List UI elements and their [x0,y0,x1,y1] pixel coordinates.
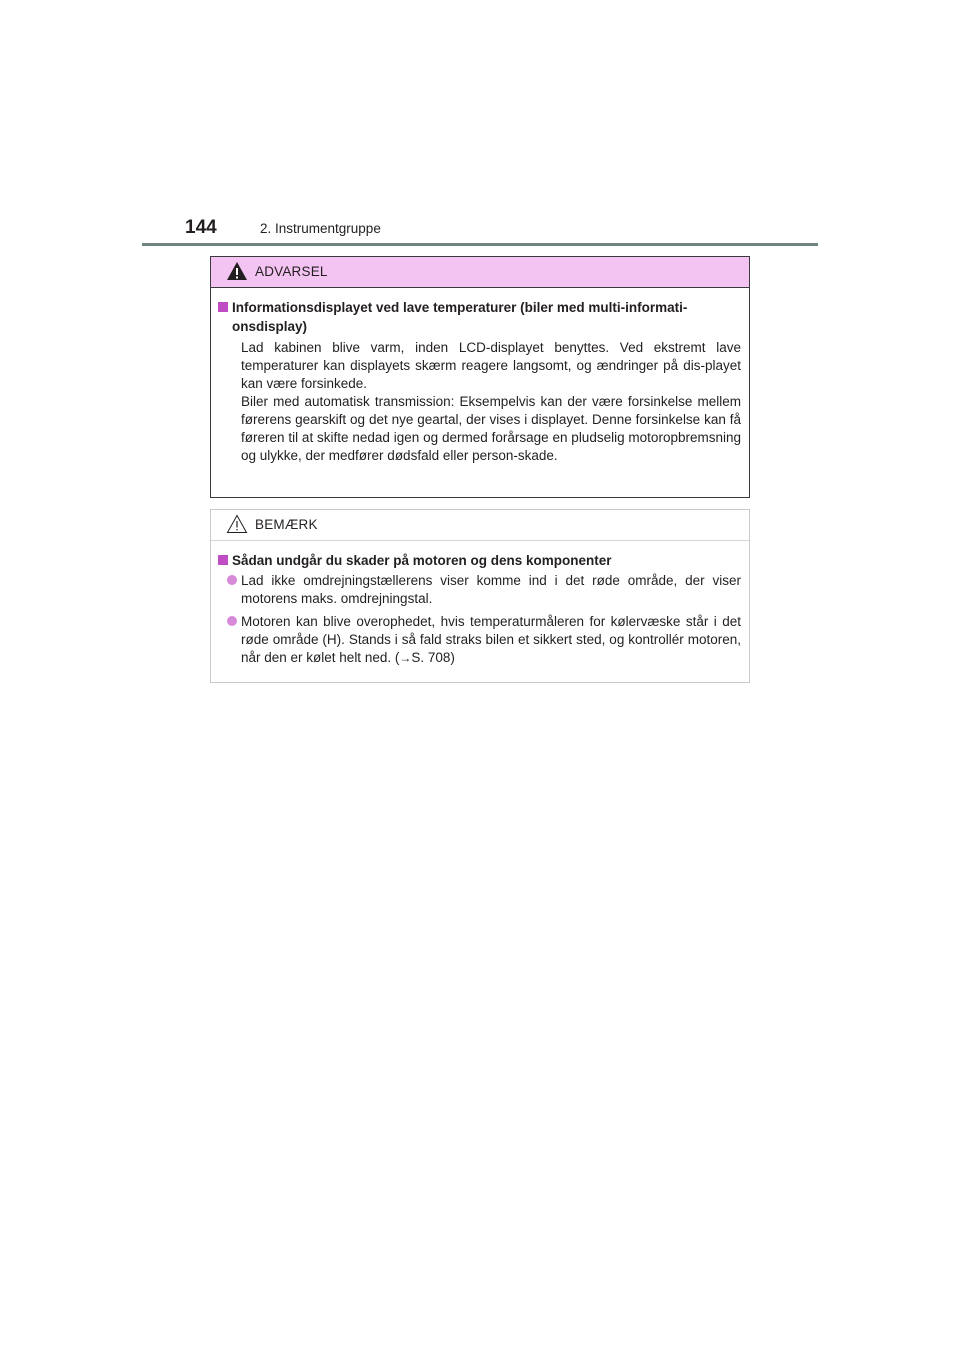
note-bullet-item [217,572,743,608]
note-body [211,541,749,667]
warning-triangle-filled-icon [226,261,248,281]
note-bullet-item [217,613,743,667]
note-label: BEMÆRK [255,517,318,532]
warning-paragraph-2: Biler med automatisk transmission: Eksempelvis kan der være forsinkelse mellem førerens gearskift og det nye geartal, der vises i displayet. Denne forsinkelse kan få føreren til at skifte nedad igen og dermed forårsage en pludselig motoropbremsning og ulykke, der medfører dødsfald eller person-skade. [241,394,741,463]
warning-body [211,288,749,465]
note-box [210,509,750,683]
round-bullet-icon [227,575,237,585]
warning-item-title-line-1: Informationsdisplayet ved lave temperaturer (biler med multi-informati- [232,300,688,315]
page-header [185,217,825,241]
round-bullet-icon [227,616,237,626]
page-number: 144 [185,217,217,238]
warning-item-title [217,298,743,336]
square-bullet-icon [218,555,228,565]
note-header [211,510,749,541]
warning-box [210,256,750,498]
section-title: 2. Instrumentgruppe [260,221,381,236]
caution-triangle-outline-icon [226,514,248,534]
note-bullet-text-2: Motoren kan blive overophedet, hvis temperaturmåleren for kølervæske står i det røde område (H). Stands i så fald straks bilen et sikkert sted, og kontrollér motoren, når den er kølet helt ned. ( [241,614,741,665]
note-item-title [217,551,743,570]
header-divider [142,243,818,246]
square-bullet-icon [218,302,228,312]
warning-header [211,257,749,288]
note-item-title-text: Sådan undgår du skader på motoren og dens komponenter [232,553,612,568]
warning-paragraph-1: Lad kabinen blive varm, inden LCD-displayet benyttes. Ved ekstremt lave temperaturer kan displayets skærm reagere langsomt, og ændringer på dis-playet kan være forsinkede. [241,340,741,391]
warning-label: ADVARSEL [255,264,328,279]
warning-item-title-line-2: onsdisplay) [232,319,308,334]
note-bullet-text-1: Lad ikke omdrejningstællerens viser komme ind i det røde område, der viser motorens maks. omdrejningstal. [241,573,741,606]
page-reference-link[interactable]: S. 708) [411,650,455,665]
reference-arrow-icon: → [399,651,412,665]
